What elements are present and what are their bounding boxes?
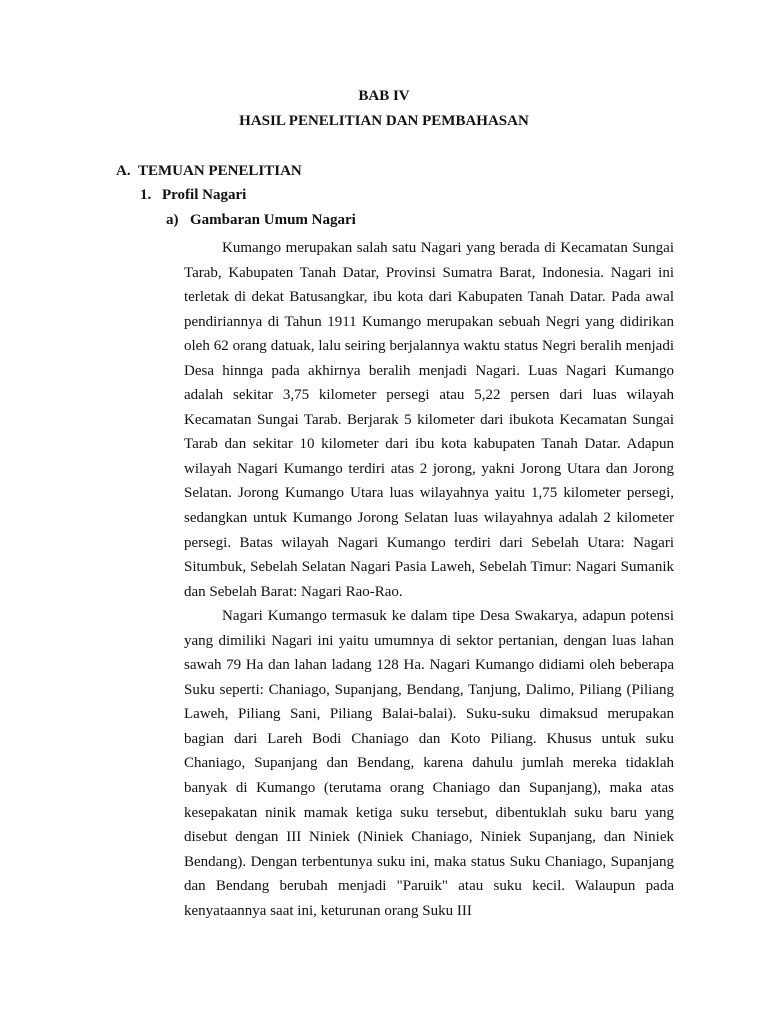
chapter-number: BAB IV — [358, 88, 410, 104]
subsubsection-heading — [166, 211, 356, 229]
subsection-marker: 1. — [140, 187, 152, 203]
paragraph-1: Kumango merupakan salah satu Nagari yang berada di Kecamatan Sungai Tarab, Kabupaten Tanah Datar, Provinsi Sumatra Barat, Indonesia. Nagari ini terletak di dekat Batusangkar, ibu kota dari Kabupaten Tanah Datar. Pada awal pendiriannya di Tahun 1911 Kumango merupakan sebuah Negri yang didirikan oleh 62 orang datuak, lalu seiring berjalannya waktu status Negri beralih menjadi Desa hinnga pada akhirnya beralih menjadi Nagari. Luas Nagari Kumango adalah sekitar 3,75 kilometer persegi atau 5,22 persen dari luas wilayah Kecamatan Sungai Tarab. Berjarak 5 kilometer dari ibukota Kecamatan Sungai Tarab dan sekitar 10 kilometer dari ibu kota kabupaten Tanah Datar. Adapun wilayah Nagari Kumango terdiri atas 2 jorong, yakni Jorong Utara dan Jorong Selatan. Jorong Kumango Utara luas wilayahnya yaitu 1,75 kilometer persegi, sedangkan untuk Kumango Jorong Selatan luas wilayahnya adalah 2 kilometer persegi. Batas wilayah Nagari Kumango terdiri dari Sebelah Utara: Nagari Situmbuk, Sebelah Selatan Nagari Pasia Laweh, Sebelah Timur: Nagari Sumanik dan Sebelah Barat: Nagari Rao-Rao. — [184, 240, 674, 600]
chapter-title: HASIL PENELITIAN DAN PEMBAHASAN — [239, 113, 529, 129]
section-title: TEMUAN PENELITIAN — [138, 163, 302, 179]
subsection-heading — [140, 186, 246, 204]
section-heading — [116, 162, 302, 180]
subsubsection-title: Gambaran Umum Nagari — [190, 212, 356, 228]
section-marker: A. — [116, 163, 131, 179]
body-text — [184, 236, 674, 923]
paragraph-2: Nagari Kumango termasuk ke dalam tipe Desa Swakarya, adapun potensi yang dimiliki Nagari ini yaitu umumnya di sektor pertanian, dengan luas lahan sawah 79 Ha dan lahan ladang 128 Ha. Nagari Kumango didiami oleh beberapa Suku seperti: Chaniago, Supanjang, Bendang, Tanjung, Dalimo, Piliang (Piliang Laweh, Piliang Sani, Piliang Balai-balai). Suku-suku dimaksud merupakan bagian dari Lareh Bodi Chaniago dan Koto Piliang. Khusus untuk suku Chaniago, Supanjang dan Bendang, karena dahulu jumlah mereka tidaklah banyak di Kumango (terutama orang Chaniago dan Supanjang), maka atas kesepakatan ninik mamak ketiga suku tersebut, dibentuklah suku baru yang disebut dengan III Niniek (Niniek Chaniago, Niniek Supanjang, dan Niniek Bendang). Dengan terbentunya suku ini, maka status Suku Chaniago, Supanjang dan Bendang berubah menjadi "Paruik" atau suku kecil. Walaupun pada kenyataannya saat ini, keturunan orang Suku III — [184, 608, 674, 919]
subsection-title: Profil Nagari — [162, 187, 247, 203]
subsubsection-marker: a) — [166, 212, 179, 228]
